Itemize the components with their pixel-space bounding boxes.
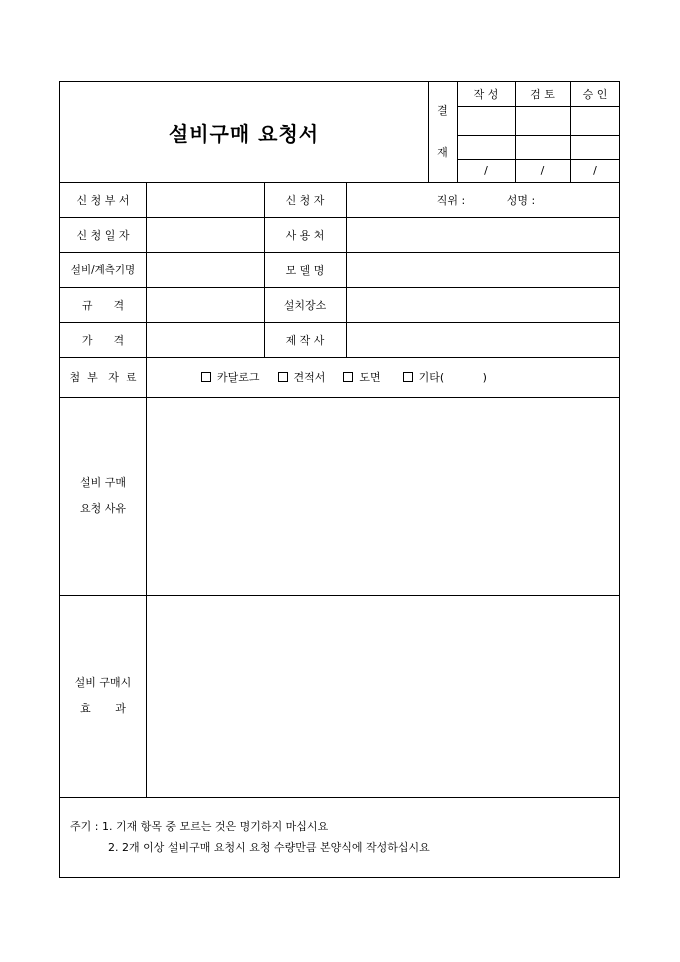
date-input[interactable]	[146, 217, 264, 252]
place-input[interactable]	[346, 217, 620, 252]
maker-input[interactable]	[346, 322, 620, 357]
attach-label: 첨 부 자 료	[69, 371, 137, 384]
applicant-input[interactable]	[346, 182, 620, 217]
note-line-1: 주기 : 1. 기재 항목 중 모르는 것은 명기하지 마십시요	[70, 820, 329, 833]
spec-label: 규 격	[81, 298, 125, 312]
reason-label-line1: 설비 구매	[79, 476, 126, 489]
dept-label: 신 청 부 서	[76, 193, 130, 207]
effect-label-line1: 설비 구매시	[74, 676, 132, 689]
effect-label	[60, 595, 146, 797]
equipment-label: 설비/계측기명	[70, 264, 136, 276]
effect-textarea[interactable]	[146, 595, 620, 797]
dept-input[interactable]	[146, 182, 264, 217]
price-label: 가 격	[81, 333, 125, 347]
attach-option-label: 기타( )	[418, 371, 487, 384]
attach-option-catalog[interactable]	[201, 369, 260, 385]
reason-label-line2: 요청 사유	[79, 502, 126, 515]
attach-option-label: 도면	[359, 371, 381, 384]
approval-sign-approve[interactable]	[570, 106, 620, 159]
attachment-options	[146, 357, 620, 397]
approval-date-review[interactable]: /	[540, 164, 545, 177]
name-label: 성명 :	[506, 193, 536, 207]
attach-option-drawing[interactable]	[343, 369, 380, 385]
checkbox-icon[interactable]	[278, 372, 288, 382]
attach-option-label: 카달로그	[217, 371, 260, 384]
spec-input[interactable]	[146, 287, 264, 322]
reason-label	[60, 397, 146, 595]
approval-label-bottom: 재	[437, 146, 448, 159]
equipment-input[interactable]	[146, 252, 264, 287]
approval-header-write: 작 성	[473, 88, 499, 101]
model-input[interactable]	[346, 252, 620, 287]
location-label: 설치장소	[283, 298, 327, 312]
approval-date-approve[interactable]: /	[593, 164, 597, 177]
place-label: 사 용 처	[285, 228, 325, 242]
attach-option-quote[interactable]	[278, 369, 326, 385]
applicant-label: 신 청 자	[285, 193, 325, 207]
notes	[70, 816, 610, 858]
purchase-request-form	[59, 81, 620, 878]
approval-sign-write[interactable]	[457, 106, 515, 159]
position-label: 직위 :	[436, 193, 466, 207]
reason-textarea[interactable]	[146, 397, 620, 595]
attach-option-other[interactable]	[403, 369, 487, 385]
approval-header-review: 검 토	[530, 88, 555, 101]
form-title: 설비구매 요청서	[168, 121, 320, 146]
checkbox-icon[interactable]	[403, 372, 413, 382]
price-input[interactable]	[146, 322, 264, 357]
row-line	[60, 797, 620, 798]
approval-sign-review[interactable]	[515, 106, 570, 159]
effect-label-line2: 효 과	[80, 702, 126, 715]
checkbox-icon[interactable]	[201, 372, 211, 382]
header-divider	[428, 82, 429, 182]
approval-label-top: 결	[437, 104, 448, 117]
note-line-2: 2. 2개 이상 설비구매 요청시 요청 수량만큼 본양식에 작성하십시요	[108, 841, 430, 854]
approval-date-write[interactable]: /	[484, 164, 488, 177]
checkbox-icon[interactable]	[343, 372, 353, 382]
model-label: 모 델 명	[285, 263, 325, 277]
approval-header-approve: 승 인	[582, 88, 608, 101]
attach-option-label: 견적서	[293, 371, 326, 384]
date-label: 신 청 일 자	[76, 228, 130, 242]
maker-label: 제 작 사	[285, 333, 325, 347]
location-input[interactable]	[346, 287, 620, 322]
